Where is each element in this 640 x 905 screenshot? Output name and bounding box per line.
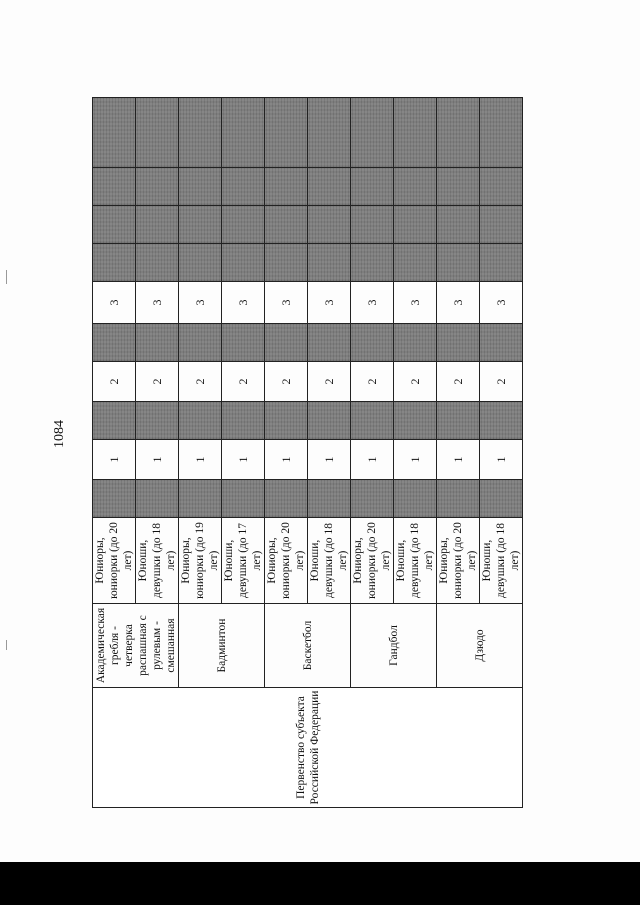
- shaded-cell: [480, 480, 523, 518]
- table-row: [93, 98, 136, 808]
- sport-name: Гандбол: [351, 604, 437, 688]
- shaded-cell: [93, 324, 136, 362]
- shaded-cell: [394, 168, 437, 206]
- place-value: 2: [179, 362, 222, 402]
- scanner-bottom-bar: [0, 862, 640, 905]
- competition-cell: Первенство субъекта Российской Федерации: [93, 688, 523, 808]
- shaded-cell: [265, 206, 308, 244]
- place-value: 3: [93, 282, 136, 324]
- place-value: 3: [394, 282, 437, 324]
- shaded-cell: [394, 206, 437, 244]
- shaded-cell: [480, 206, 523, 244]
- age-group: Юноши, девушки (до 18 лет): [394, 518, 437, 604]
- place-value: 1: [480, 440, 523, 480]
- place-value: 2: [480, 362, 523, 402]
- shaded-cell: [222, 98, 265, 168]
- shaded-cell: [308, 98, 351, 168]
- left-margin-mark-lower: [6, 640, 7, 650]
- shaded-cell: [136, 480, 179, 518]
- place-value: 1: [437, 440, 480, 480]
- place-value: 3: [308, 282, 351, 324]
- place-value: 2: [136, 362, 179, 402]
- shaded-cell: [437, 324, 480, 362]
- place-value: 2: [93, 362, 136, 402]
- shaded-cell: [351, 244, 394, 282]
- shaded-cell: [93, 244, 136, 282]
- place-value: 3: [136, 282, 179, 324]
- place-value: 1: [394, 440, 437, 480]
- shaded-cell: [394, 480, 437, 518]
- shaded-cell: [308, 168, 351, 206]
- age-group: Юноши, девушки (до 18 лет): [480, 518, 523, 604]
- shaded-cell: [222, 244, 265, 282]
- shaded-cell: [179, 244, 222, 282]
- shaded-cell: [265, 98, 308, 168]
- sport-name: Академическая гребля - четверка распашная с рулевым - смешанная: [93, 604, 179, 688]
- age-group: Юноши, девушки (до 18 лет): [136, 518, 179, 604]
- age-group: Юниоры, юниорки (до 20 лет): [437, 518, 480, 604]
- sport-name: Баскетбол: [265, 604, 351, 688]
- place-value: 2: [222, 362, 265, 402]
- place-value: 1: [308, 440, 351, 480]
- place-value: 1: [179, 440, 222, 480]
- shaded-cell: [93, 168, 136, 206]
- ranking-table: [92, 97, 523, 808]
- shaded-cell: [93, 402, 136, 440]
- place-value: 2: [394, 362, 437, 402]
- shaded-cell: [179, 324, 222, 362]
- place-value: 2: [437, 362, 480, 402]
- place-value: 1: [136, 440, 179, 480]
- page-number: 1084: [52, 420, 67, 448]
- place-value: 3: [351, 282, 394, 324]
- shaded-cell: [437, 480, 480, 518]
- shaded-cell: [179, 98, 222, 168]
- shaded-cell: [222, 324, 265, 362]
- shaded-cell: [136, 168, 179, 206]
- place-value: 1: [93, 440, 136, 480]
- shaded-cell: [308, 324, 351, 362]
- shaded-cell: [179, 206, 222, 244]
- shaded-cell: [136, 324, 179, 362]
- shaded-cell: [93, 98, 136, 168]
- shaded-cell: [93, 206, 136, 244]
- age-group: Юниоры, юниорки (до 20 лет): [351, 518, 394, 604]
- shaded-cell: [222, 402, 265, 440]
- shaded-cell: [179, 480, 222, 518]
- shaded-cell: [351, 402, 394, 440]
- shaded-cell: [351, 206, 394, 244]
- shaded-cell: [265, 480, 308, 518]
- shaded-cell: [265, 244, 308, 282]
- sport-name: Бадминтон: [179, 604, 265, 688]
- shaded-cell: [437, 168, 480, 206]
- shaded-cell: [394, 402, 437, 440]
- shaded-cell: [394, 244, 437, 282]
- shaded-cell: [351, 98, 394, 168]
- sport-name: Дзюдо: [437, 604, 523, 688]
- shaded-cell: [351, 168, 394, 206]
- place-value: 3: [437, 282, 480, 324]
- shaded-cell: [265, 402, 308, 440]
- rotated-table-container: [92, 98, 521, 808]
- shaded-cell: [136, 244, 179, 282]
- shaded-cell: [394, 98, 437, 168]
- shaded-cell: [179, 402, 222, 440]
- shaded-cell: [437, 206, 480, 244]
- shaded-cell: [136, 98, 179, 168]
- place-value: 1: [265, 440, 308, 480]
- shaded-cell: [351, 480, 394, 518]
- shaded-cell: [308, 402, 351, 440]
- shaded-cell: [351, 324, 394, 362]
- shaded-cell: [222, 168, 265, 206]
- shaded-cell: [179, 168, 222, 206]
- age-group: Юниоры, юниорки (до 20 лет): [93, 518, 136, 604]
- place-value: 3: [222, 282, 265, 324]
- shaded-cell: [437, 402, 480, 440]
- table-body: [93, 98, 523, 808]
- shaded-cell: [136, 402, 179, 440]
- shaded-cell: [136, 206, 179, 244]
- shaded-cell: [480, 324, 523, 362]
- shaded-cell: [222, 206, 265, 244]
- shaded-cell: [437, 244, 480, 282]
- shaded-cell: [480, 98, 523, 168]
- left-margin-mark: [6, 270, 7, 284]
- shaded-cell: [308, 244, 351, 282]
- shaded-cell: [437, 98, 480, 168]
- shaded-cell: [308, 206, 351, 244]
- age-group: Юниоры, юниорки (до 20 лет): [265, 518, 308, 604]
- place-value: 3: [480, 282, 523, 324]
- shaded-cell: [93, 480, 136, 518]
- shaded-cell: [308, 480, 351, 518]
- place-value: 2: [265, 362, 308, 402]
- place-value: 3: [265, 282, 308, 324]
- place-value: 3: [179, 282, 222, 324]
- age-group: Юноши, девушки (до 18 лет): [308, 518, 351, 604]
- place-value: 1: [222, 440, 265, 480]
- place-value: 1: [351, 440, 394, 480]
- shaded-cell: [394, 324, 437, 362]
- place-value: 2: [308, 362, 351, 402]
- shaded-cell: [480, 244, 523, 282]
- shaded-cell: [480, 168, 523, 206]
- age-group: Юноши, девушки (до 17 лет): [222, 518, 265, 604]
- shaded-cell: [265, 324, 308, 362]
- age-group: Юниоры, юниорки (до 19 лет): [179, 518, 222, 604]
- shaded-cell: [222, 480, 265, 518]
- place-value: 2: [351, 362, 394, 402]
- shaded-cell: [265, 168, 308, 206]
- shaded-cell: [480, 402, 523, 440]
